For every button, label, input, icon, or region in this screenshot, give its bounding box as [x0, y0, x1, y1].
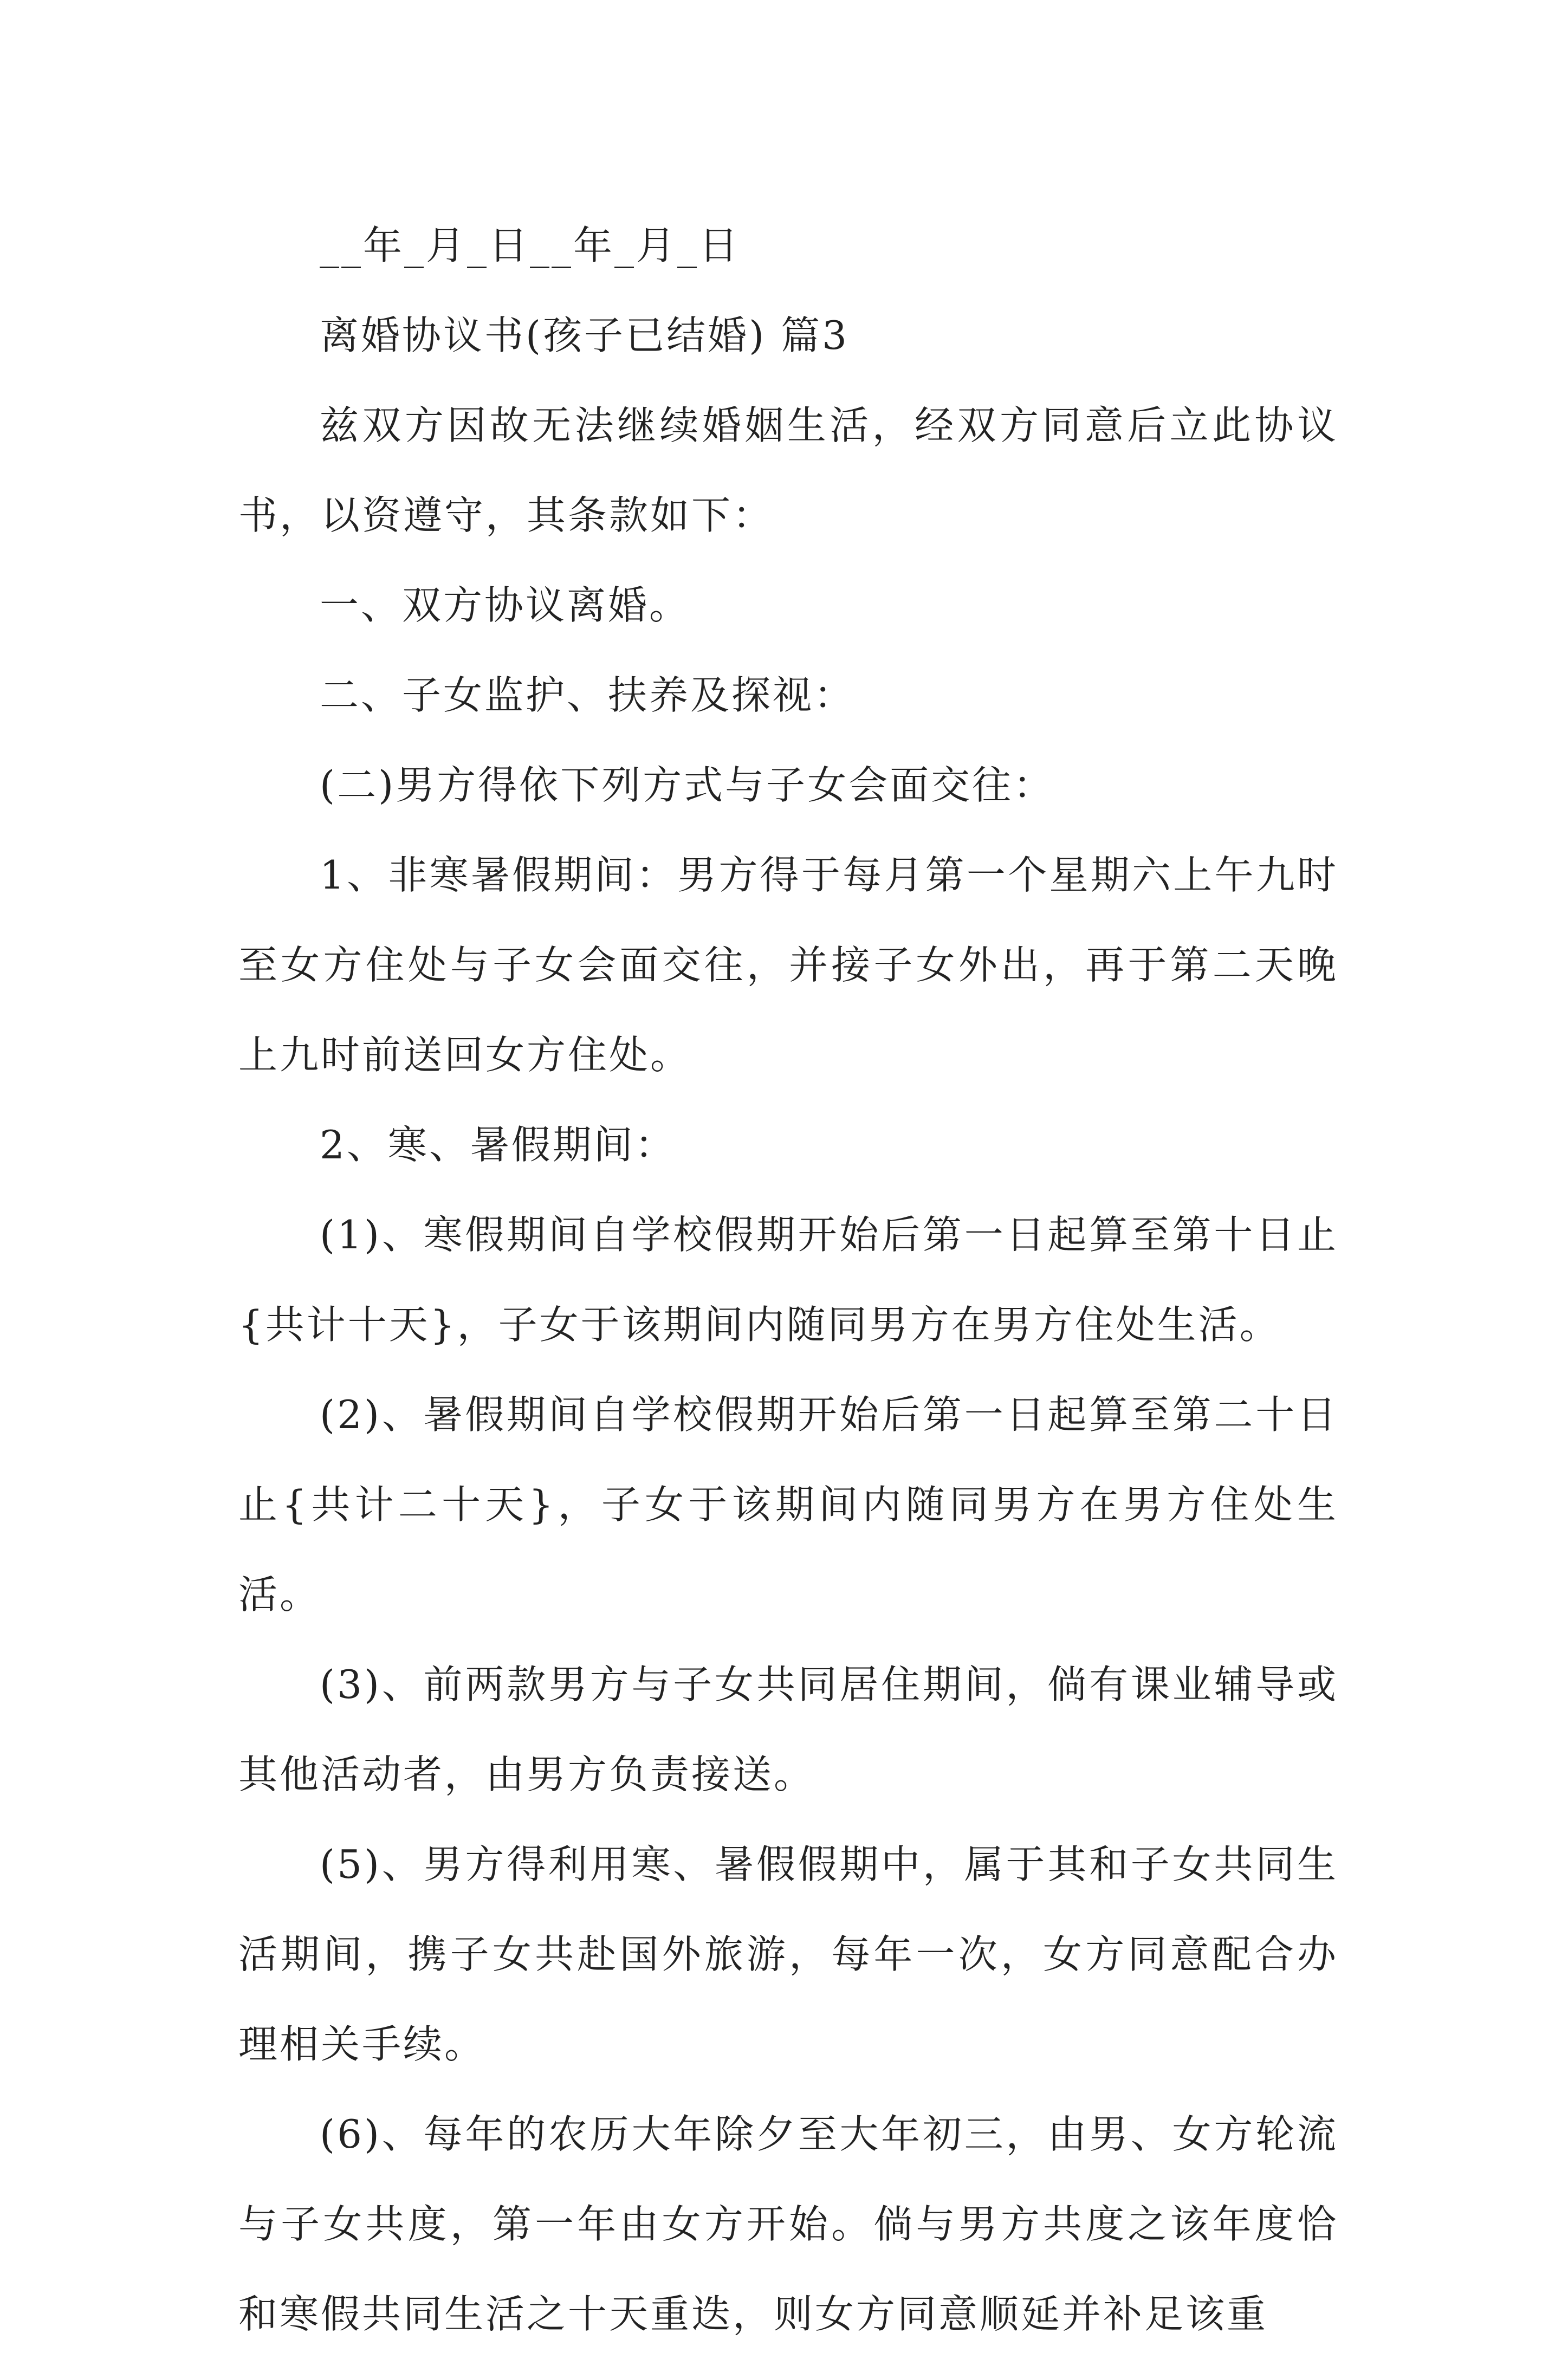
clause-2: 二、子女监护、扶养及探视：: [320, 672, 856, 718]
clause-2-sub-2-item-2: 2、寒、暑假期间：: [320, 1122, 676, 1168]
clause-1: 一、双方协议离婚。: [320, 582, 691, 628]
clause-2-sub-2: (二)男方得依下列方式与子女会面交往：: [320, 762, 1055, 808]
document-body: [238, 200, 1338, 2359]
summer-break-item: (2)、暑假期间自学校假期开始后第一日起算至第二十日止{共计二十天}，子女于该期间内随同男方在男方住处生活。: [238, 1392, 1338, 1617]
section-title: 离婚协议书(孩子已结婚) 篇3: [320, 313, 849, 358]
clause-2-sub-2-item-1: 1、非寒暑假期间：男方得于每月第一个星期六上午九时至女方住处与子女会面交往，并接子女外出，再于第二天晚上九时前送回女方住处。: [238, 852, 1338, 1078]
new-year-item: (6)、每年的农历大年除夕至大年初三，由男、女方轮流与子女共度，第一年由女方开始。倘与男方共度之该年度恰和寒假共同生活之十天重迭，则女方同意顺延并补足该重: [238, 2111, 1338, 2337]
winter-break-item: (1)、寒假期间自学校假期开始后第一日起算至第十日止{共计十天}，子女于该期间内随同男方在男方住处生活。: [238, 1212, 1338, 1347]
travel-item: (5)、男方得利用寒、暑假假期中，属于其和子女共同生活期间，携子女共赴国外旅游，每年一次，女方同意配合办理相关手续。: [238, 1842, 1338, 2067]
preamble-paragraph: 兹双方因故无法继续婚姻生活，经双方同意后立此协议书，以资遵守，其条款如下：: [238, 403, 1338, 538]
activities-item: (3)、前两款男方与子女共同居住期间，倘有课业辅导或其他活动者，由男方负责接送。: [238, 1662, 1338, 1797]
date-line: __年_月_日__年_月_日: [320, 223, 741, 268]
